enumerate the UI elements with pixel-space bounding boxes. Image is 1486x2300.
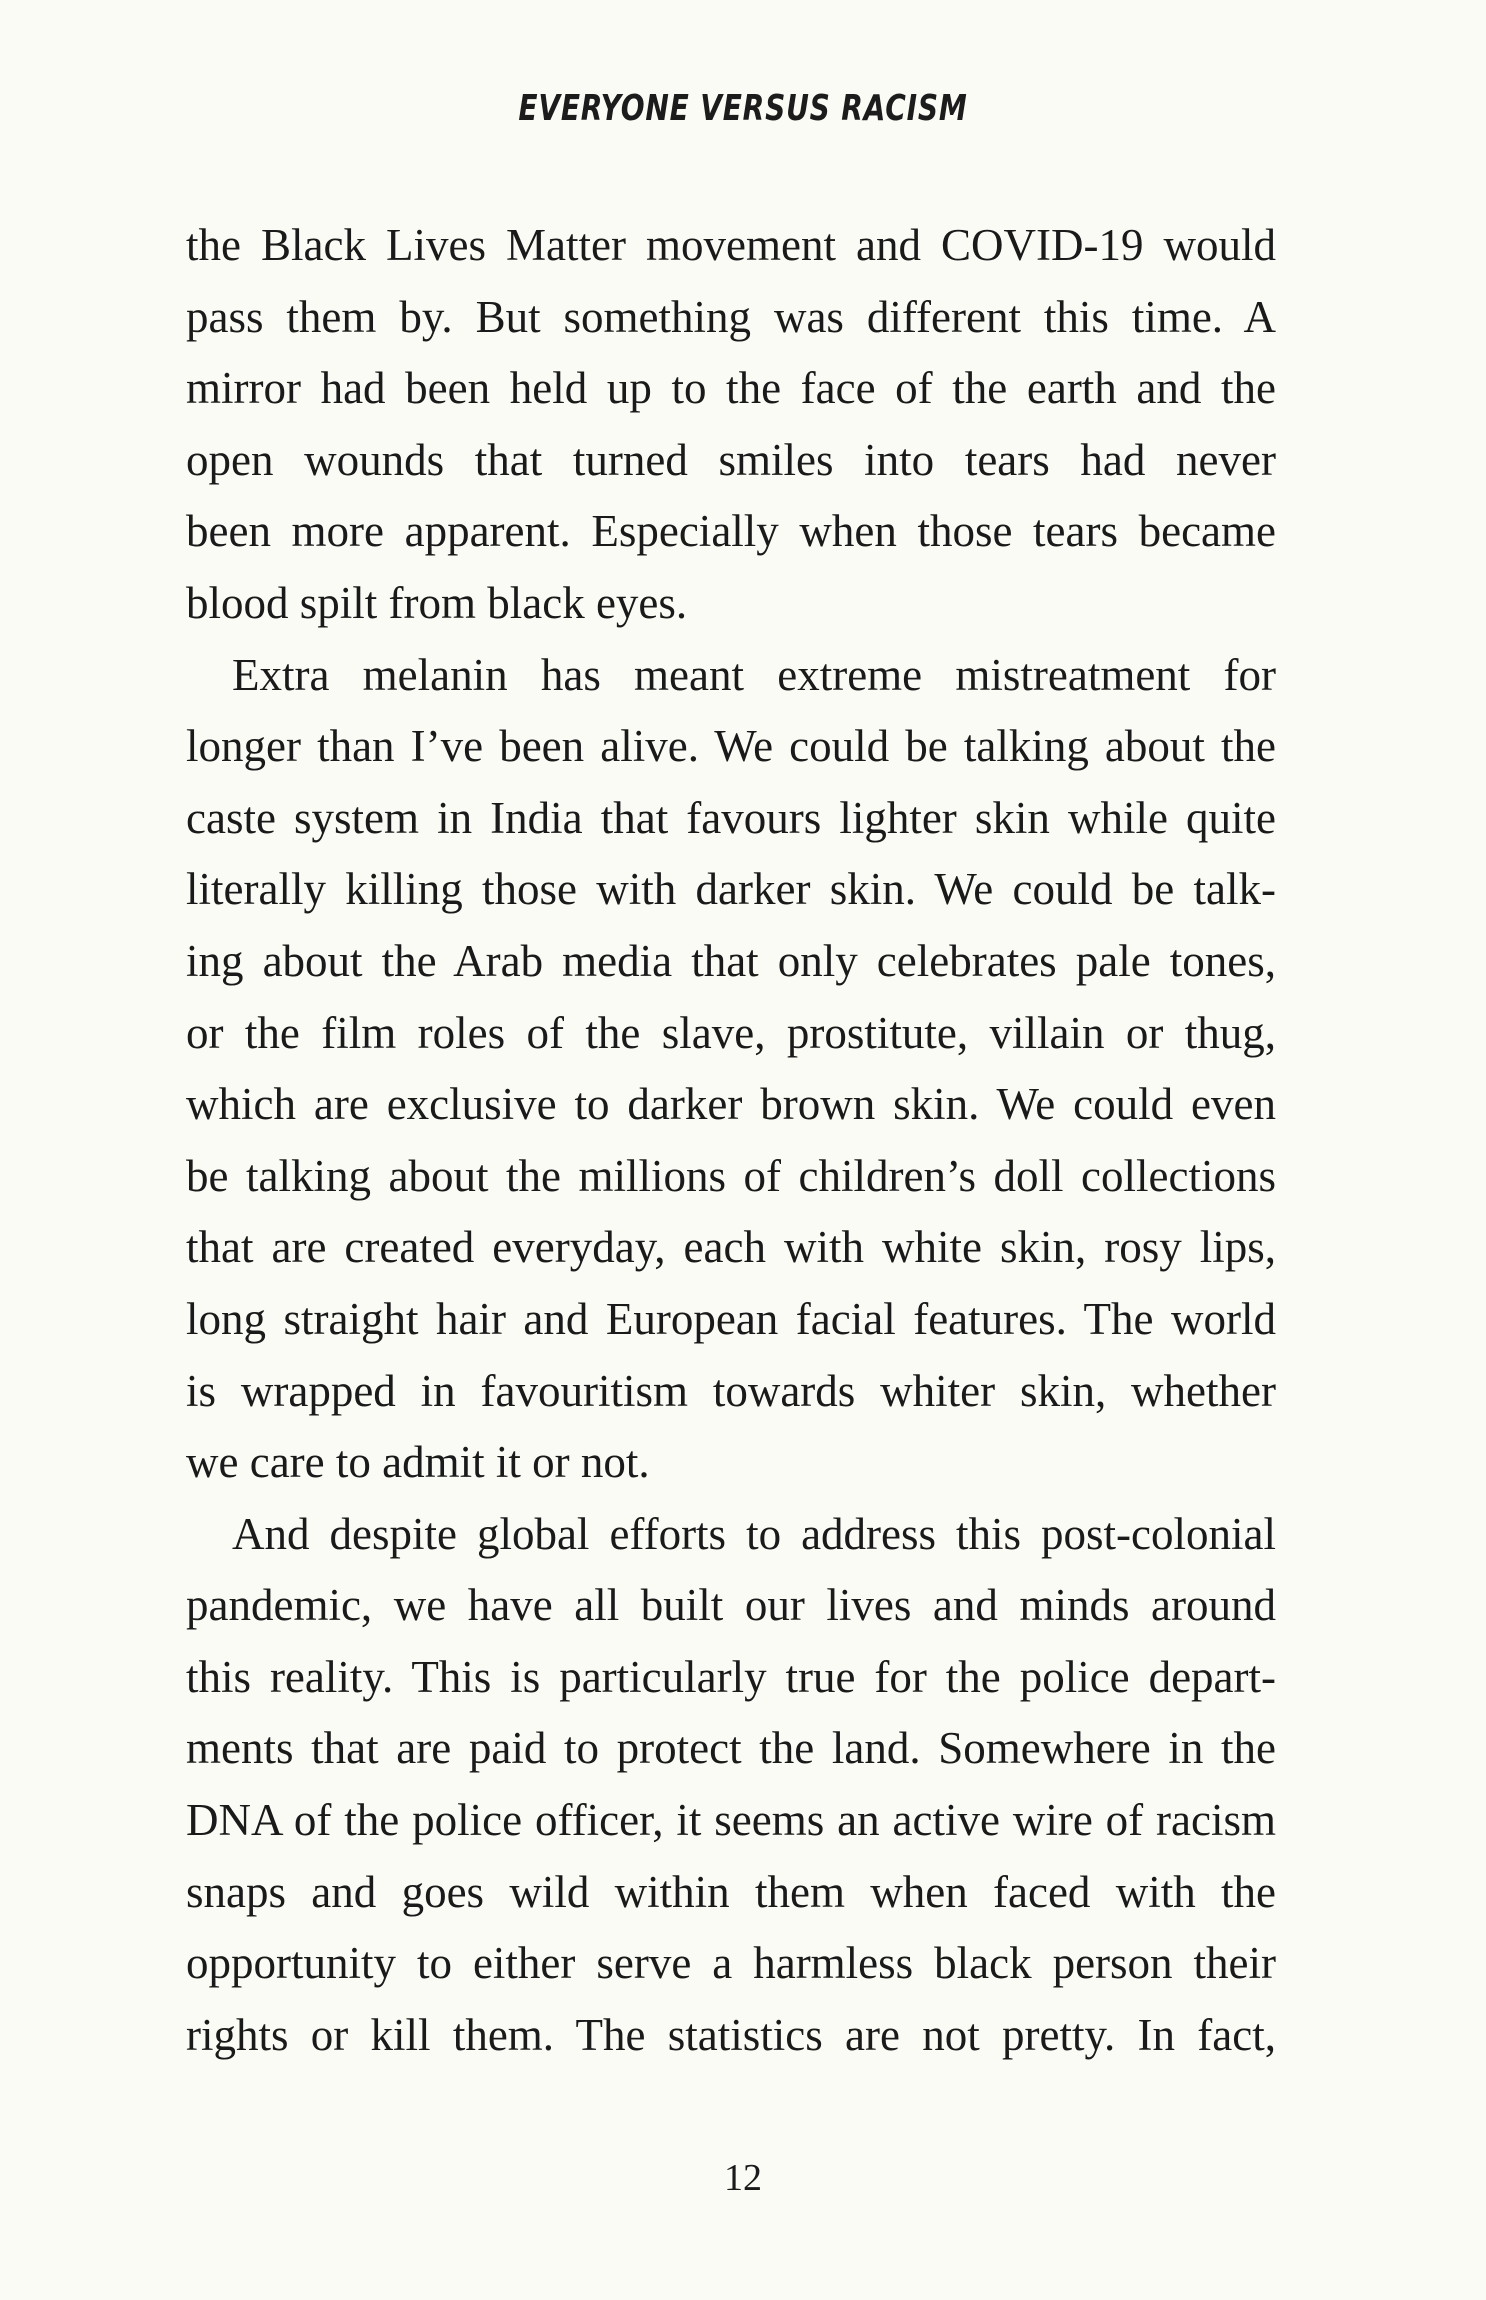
text-line: ing about the Arab media that only celebrates pale tones,: [186, 935, 1276, 986]
text-line: caste system in India that favours lighter skin while quite: [186, 792, 1276, 843]
body-text: [186, 210, 1276, 2071]
text-line: we care to admit it or not.: [186, 1437, 650, 1488]
text-line: blood spilt from black eyes.: [186, 577, 688, 628]
text-line: DNA of the police officer, it seems an active wire of racism: [186, 1795, 1276, 1846]
paragraph-1: [186, 210, 1276, 640]
text-line: opportunity to either serve a harmless black person their: [186, 1938, 1276, 1989]
paragraph-3: [186, 1499, 1276, 2072]
text-line: long straight hair and European facial features. The world: [186, 1293, 1276, 1344]
text-line: pass them by. But something was different this time. A: [186, 291, 1276, 342]
text-line: mirror had been held up to the face of the earth and the: [186, 363, 1276, 414]
text-line: snaps and goes wild within them when faced with the: [186, 1866, 1276, 1917]
text-line: is wrapped in favouritism towards whiter skin, whether: [186, 1365, 1276, 1416]
page-number: 12: [724, 2157, 762, 2199]
text-line: longer than I’ve been alive. We could be talking about the: [186, 721, 1276, 772]
text-line: Extra melanin has meant extreme mistreatment for: [232, 649, 1276, 700]
text-line: rights or kill them. The statistics are not pretty. In fact,: [186, 2009, 1276, 2060]
text-line: open wounds that turned smiles into tears had never: [186, 434, 1276, 485]
text-line: And despite global efforts to address this post-colonial: [232, 1508, 1276, 1559]
text-line: pandemic, we have all built our lives and minds around: [186, 1580, 1276, 1631]
running-header: EVERYONE VERSUS RACISM: [518, 88, 968, 129]
text-line: which are exclusive to darker brown skin. We could even: [186, 1079, 1276, 1130]
text-line: the Black Lives Matter movement and COVID-19 would: [186, 220, 1276, 270]
paragraph-2: [186, 640, 1276, 1499]
text-line: that are created everyday, each with white skin, rosy lips,: [186, 1222, 1276, 1273]
text-line: or the film roles of the slave, prostitute, villain or thug,: [186, 1007, 1276, 1058]
text-line: ments that are paid to protect the land. Somewhere in the: [186, 1723, 1276, 1774]
text-line: be talking about the millions of children’s doll collections: [186, 1150, 1276, 1201]
text-line: literally killing those with darker skin. We could be talk-: [186, 864, 1276, 915]
text-line: this reality. This is particularly true for the police depart-: [186, 1651, 1276, 1702]
text-line: been more apparent. Especially when those tears became: [186, 506, 1276, 557]
